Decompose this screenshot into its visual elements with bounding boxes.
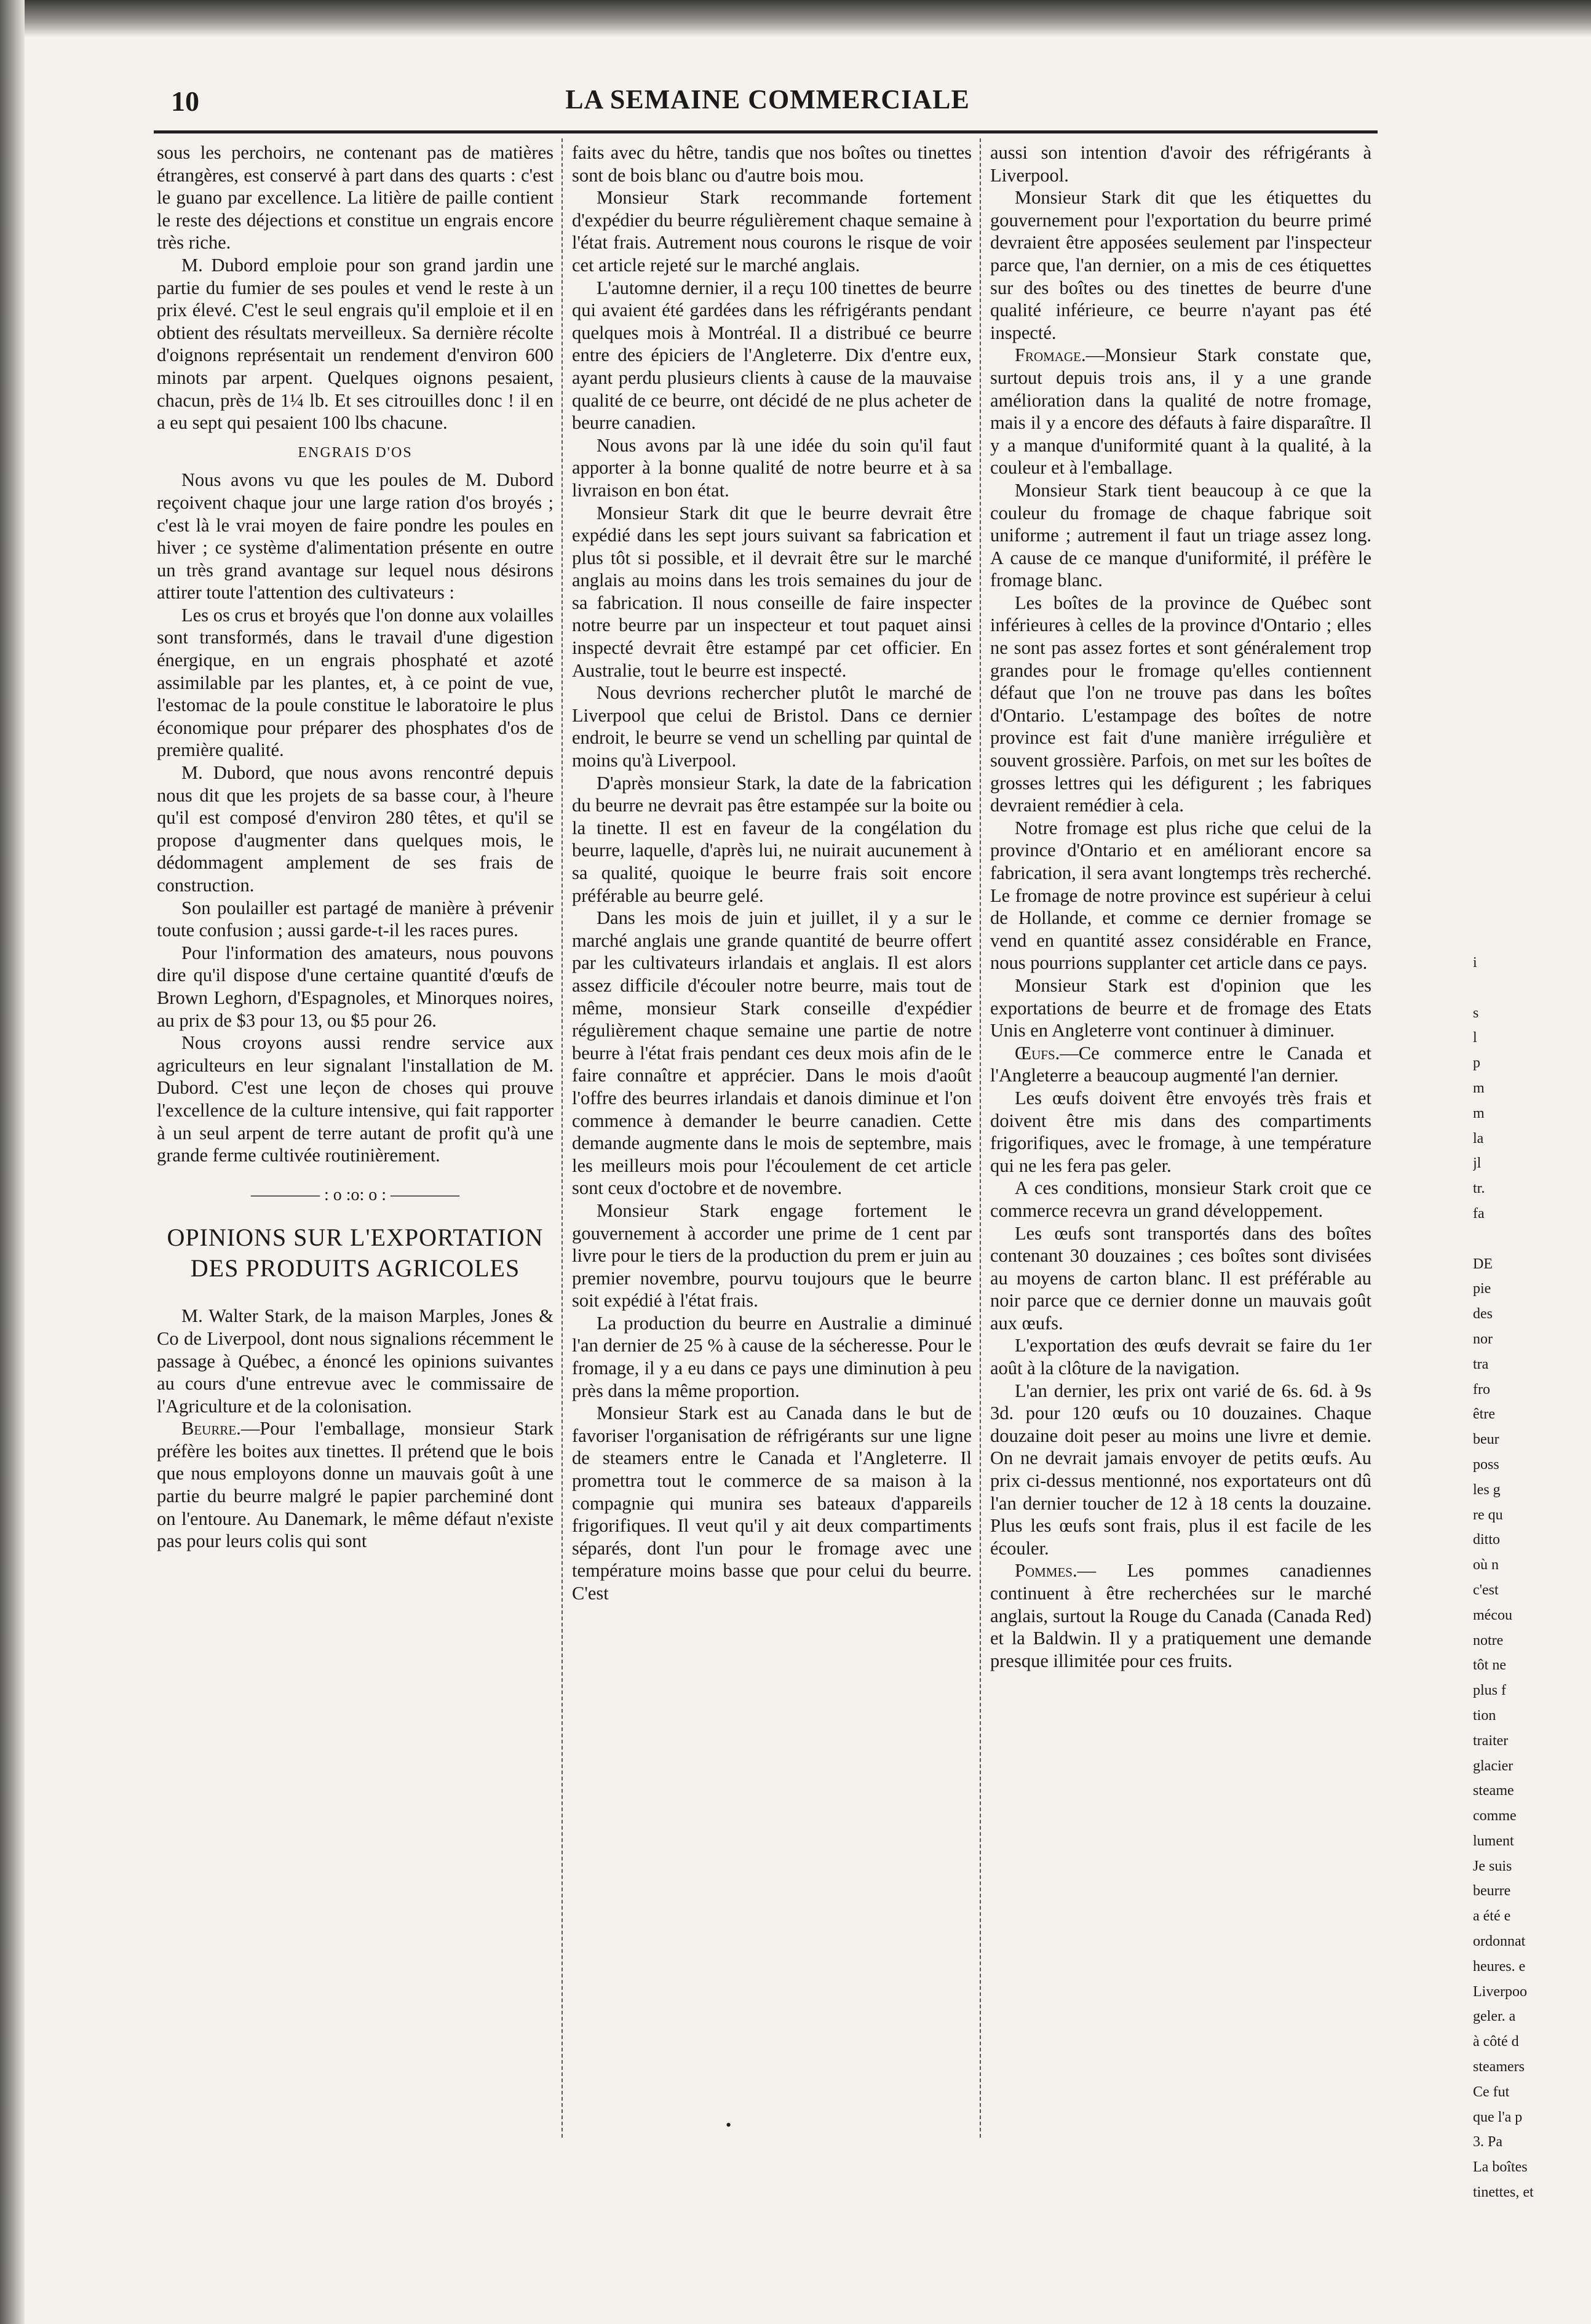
lead-word: Beurre. [181, 1418, 241, 1439]
edge-fragment-line: ordonnat [1473, 1933, 1526, 1950]
paragraph: Les œufs sont transportés dans des boîtes contenant 30 douzaines ; ces boîtes sont divisées au moyens de carton blanc. Il est préférable au noir parce que ce dernier donne un mauvais goût aux œufs. [990, 1222, 1371, 1334]
paragraph: Monsieur Stark dit que les étiquettes du gouvernement pour l'exportation du beurre primé devraient être apposées seulement par l'inspecteur parce que, l'an dernier, on a mis de ces étiquettes sur des boîtes ou des tinettes de beurre d'une qualité inférieure, ce beurre n'ayant pas été inspecté. [990, 187, 1371, 343]
paragraph: Monsieur Stark recommande fortement d'expédier du beurre régulièrement chaque semaine à l'état frais. Autrement nous courons le risque de voir cet article rejeté sur le marché anglais. [572, 187, 972, 276]
paragraph: Nous croyons aussi rendre service aux agriculteurs en leur signalant l'installation de M. Dubord. C'est une leçon de choses qui prouve l'excellence de la culture intensive, qui fait rapporter à un seul arpent de terre autant de profit qu'à une grande ferme cultivée routinièrement. [157, 1032, 553, 1166]
edge-fragment-line: tion [1473, 1707, 1496, 1724]
edge-fragment-line: pie [1473, 1281, 1491, 1297]
edge-fragment-line: tinettes, et [1473, 2184, 1534, 2201]
edge-fragment-line: tr. [1473, 1180, 1485, 1197]
paragraph: Monsieur Stark est d'opinion que les exportations de beurre et de fromage des Etats Unis en Angleterre vont continuer à diminuer. [990, 974, 1371, 1041]
page-top-shadow [0, 0, 1591, 37]
edge-fragment-line: m [1473, 1105, 1485, 1121]
paragraph: M. Dubord emploie pour son grand jardin une partie du fumier de ses poules et vend le reste à un prix élevé. C'est le seul engrais qu'il emploie et il en obtient des résultats merveilleux. Sa dernière récolte d'oignons représentait un rendement d'environ 600 minots par arpent. Quelques oignons pesaient, chacun, près de 1¼ lb. Et ses citrouilles donc ! il en a eu sept qui pesaient 100 lbs chacune. [157, 254, 553, 434]
edge-fragment-line: tra [1473, 1356, 1489, 1372]
paragraph: faits avec du hêtre, tandis que nos boîtes ou tinettes sont de bois blanc ou d'autre bois mou. [572, 142, 972, 186]
header-rule [154, 130, 1378, 133]
edge-fragment-line [1473, 976, 1591, 1001]
paragraph-text: —Pour l'emballage, monsieur Stark préfère les boites aux tinettes. Il prétend que le bois que nous employons donne un mauvais goût à une partie du beurre malgré le papier parcheminé dont on l'entoure. Au Danemark, le même défaut n'existe pas pour leurs colis qui sont [157, 1418, 553, 1552]
edge-fragment-line: les g [1473, 1481, 1501, 1498]
paragraph: Dans les mois de juin et juillet, il y a sur le marché anglais une grande quantité de beurre offert par les cultivateurs irlandais et anglais. Il est alors assez difficile d'écouler notre beurre, mais tout de même, monsieur Stark conseille d'expédier régulièrement chaque semaine une partie de notre beurre à l'état frais pendant ces deux mois afin de le faire connaître et apprécier. Dans le mois d'août l'offre des beurres irlandais et danois diminue et l'on commence à demander le beurre canadien. Cette demande augmente dans le mois de septembre, mais les meilleurs mois pour l'écoulement de cet article sont ceux d'octobre et de novembre. [572, 907, 972, 1199]
edge-fragment-line: être [1473, 1406, 1495, 1423]
edge-fragment-line: fa [1473, 1205, 1485, 1222]
edge-fragment-line: tôt ne [1473, 1657, 1506, 1674]
paragraph: L'exportation des œufs devrait se faire du 1er août à la clôture de la navigation. [990, 1335, 1371, 1379]
edge-fragment-line: poss [1473, 1456, 1499, 1473]
stray-mark: • [726, 2116, 732, 2134]
edge-fragment-line: comme [1473, 1808, 1517, 1825]
lead-word: Fromage. [1015, 344, 1086, 366]
edge-fragment-line: re qu [1473, 1506, 1503, 1523]
paragraph: Nous avons vu que les poules de M. Dubord reçoivent chaque jour une large ration d'os broyés ; c'est là le vrai moyen de faire pondre les poules en hiver ; ce système d'alimentation présente en outre un très grand avantage sur lequel nous désirons attirer toute l'attention des cultivateurs : [157, 469, 553, 603]
edge-fragment-line: geler. a [1473, 2008, 1516, 2025]
paragraph: D'après monsieur Stark, la date de la fabrication du beurre ne devrait pas être estampée sur la boite ou la tinette. Il est en faveur de la congélation du beurre, laquelle, d'après lui, ne nuirait aucunement à sa qualité, quoique le beurre frais soit encore préférable au beurre gelé. [572, 772, 972, 906]
running-title: LA SEMAINE COMMERCIALE [565, 84, 970, 114]
edge-fragment-line: s [1473, 1005, 1479, 1021]
edge-fragment-line: plus f [1473, 1682, 1506, 1699]
paragraph: La production du beurre en Australie a diminué l'an dernier de 25 % à cause de la sécheresse. Pour le fromage, il y a eu dans ce pays une diminution à peu près dans la même proportion. [572, 1312, 972, 1401]
paragraph: Nous avons par là une idée du soin qu'il faut apporter à la bonne qualité de notre beurre et à sa livraison en bon état. [572, 434, 972, 501]
paragraph: Les os crus et broyés que l'on donne aux volailles sont transformés, dans le travail d'une digestion énergique, en un engrais phosphaté et azoté assimilable par les plantes, et, à ce point de vue, l'estomac de la poule constitue le laboratoire le plus économique pour préparer des phosphates d'os de première qualité. [157, 604, 553, 761]
paragraph [990, 344, 1371, 479]
paragraph: Son poulailler est partagé de manière à prévenir toute confusion ; aussi garde-t-il les races pures. [157, 897, 553, 941]
edge-fragment-line: l [1473, 1030, 1477, 1046]
subheading: ENGRAIS D'OS [298, 444, 413, 461]
edge-fragment-line: steamers [1473, 2059, 1525, 2075]
paragraph-text: —Monsieur Stark constate que, surtout depuis trois ans, il y a une grande amélioration dans la qualité de notre fromage, mais il y a encore des défauts à faire disparaître. Il y a manque d'uniformité quant à la qualité, à la couleur et à l'emballage. [990, 344, 1371, 479]
paragraph: A ces conditions, monsieur Stark croit que ce commerce recevra un grand développement. [990, 1177, 1371, 1221]
edge-fragment-line: m [1473, 1080, 1485, 1096]
paragraph: M. Dubord, que nous avons rencontré depuis nous dit que les projets de sa basse cour, à l'heure qu'il est composé d'environ 280 têtes, et qu'il se propose d'augmenter dans quelques mois, le dédommagent amplement de ses frais de construction. [157, 762, 553, 896]
edge-fragment-line: heures. e [1473, 1958, 1526, 1975]
paragraph [157, 1417, 553, 1553]
edge-fragment-line: i [1473, 955, 1477, 971]
paragraph-text: —Ce commerce entre le Canada et l'Angleterre a beaucoup augmenté l'an dernier. [990, 1042, 1371, 1086]
paragraph: Monsieur Stark dit que le beurre devrait être expédié dans les sept jours suivant sa fabrication et plus tôt si possible, et il devrait être sur le marché anglais au moins dans les trois semaines du jour de sa fabrication. Il nous conseille de faire inspecter notre beurre par un inspecteur et tout paquet ainsi inspecté devrait être estampé par cet officier. En Australie, tout le beurre est inspecté. [572, 502, 972, 681]
edge-fragment-line: Je suis [1473, 1858, 1512, 1874]
edge-fragment-line: 3. Pa [1473, 2134, 1502, 2151]
column-rule [561, 138, 563, 2138]
edge-fragment-line: notre [1473, 1632, 1504, 1649]
paragraph: Nous devrions rechercher plutôt le marché de Liverpool que celui de Bristol. Dans ce dernier endroit, le beurre se vend un schelling par quintal de moins qu'à Liverpool. [572, 682, 972, 771]
paragraph: Monsieur Stark engage fortement le gouvernement à accorder une prime de 1 cent par livre pour le tiers de la production du prem er juin au premier novembre, pourvu toujours que le beurre soit expédié à l'état frais. [572, 1200, 972, 1311]
edge-fragment-line: a été e [1473, 1908, 1511, 1925]
edge-fragment-line: fro [1473, 1381, 1490, 1398]
paragraph: L'an dernier, les prix ont varié de 6s. 6d. à 9s 3d. pour 120 œufs ou 10 douzaines. Chaque douzaine doit peser au moins une livre et demie. On ne devrait jamais envoyer de petits œufs. Au prix ci-dessus mentionné, nos exportateurs ont dû l'an dernier toucher de 12 à 18 cents la douzaine. Plus les œufs sont frais, plus il est facile de les écouler. [990, 1380, 1371, 1559]
lead-word: Œufs. [1015, 1042, 1060, 1064]
edge-fragment-line: beurre [1473, 1883, 1511, 1900]
edge-fragment-line: steame [1473, 1783, 1514, 1799]
paragraph: Les boîtes de la province de Québec sont inférieures à celles de la province d'Ontario ; elles ne sont pas assez fortes et sont généralement trop grandes pour le fromage qu'elles contiennent défaut que l'on ne trouve pas dans les boîtes d'Ontario. L'estampage des boîtes de notre province est fait d'une manière irrégulière et souvent grossière. Parfois, on met sur les boîtes de grosses lettres qui les défigurent ; les fabriques devraient remédier à cela. [990, 592, 1371, 816]
paragraph: Pour l'information des amateurs, nous pouvons dire qu'il dispose d'une certaine quantité d'œufs de Brown Leghorn, d'Espagnoles, et Minorques noires, au prix de $3 pour 13, ou $5 pour 26. [157, 942, 553, 1031]
text-column-3 [990, 141, 1371, 1672]
paragraph-text: — Les pommes canadiennes continuent à être recherchées sur le marché anglais, surtout la Rouge du Canada (Canada Red) et la Baldwin. Il y a pratiquement une demande presque illimitée pour ces fruits. [990, 1560, 1371, 1671]
paragraph: sous les perchoirs, ne contenant pas de matières étrangères, est conservé à part dans des quarts : c'est le guano par excellence. La litière de paille contient le reste des déjections et constitue un engrais encore très riche. [157, 142, 553, 253]
column-rule [980, 138, 981, 2138]
paragraph: aussi son intention d'avoir des réfrigérants à Liverpool. [990, 142, 1371, 186]
edge-fragment-line: mécou [1473, 1607, 1512, 1623]
edge-fragment-line: p [1473, 1055, 1480, 1072]
paragraph: Notre fromage est plus riche que celui de la province d'Ontario et en améliorant encore sa fabrication, il sera avant longtemps très recherché. Le fromage de notre province est supérieur à celui de Hollande, et comme ce dernier fromage se vend en quantité assez considérable en France, nous pourrions supplanter cet article dans ce pays. [990, 817, 1371, 974]
edge-fragment-line: que l'a p [1473, 2109, 1523, 2125]
paragraph [990, 1559, 1371, 1672]
edge-fragment-line: des [1473, 1306, 1493, 1323]
edge-fragment-line: à côté d [1473, 2034, 1519, 2050]
edge-fragment-line: Liverpoo [1473, 1983, 1527, 2000]
edge-fragment-line: traiter [1473, 1732, 1509, 1749]
section-divider: ———— : o :o: o : ———— [250, 1185, 460, 1204]
text-column-1 [157, 141, 553, 1553]
edge-fragment-line: lument [1473, 1833, 1514, 1849]
edge-fragment-line: c'est [1473, 1582, 1499, 1598]
adjacent-page-fragment [1473, 950, 1591, 2205]
edge-fragment-line: Ce fut [1473, 2083, 1510, 2100]
paragraph [990, 1042, 1371, 1087]
lead-word: Pommes. [1015, 1560, 1077, 1582]
article-title: OPINIONS SUR L'EXPORTATION DES PRODUITS AGRICOLES [167, 1224, 544, 1283]
edge-fragment-line: beur [1473, 1431, 1499, 1448]
edge-fragment-line: jl [1473, 1155, 1482, 1172]
edge-fragment-line: glacier [1473, 1757, 1514, 1774]
edge-fragment-line: la [1473, 1130, 1484, 1147]
paragraph: Monsieur Stark tient beaucoup à ce que la couleur du fromage de chaque fabrique soit uniforme ; autrement il faut un triage assez long. A cause de ce manque d'uniformité, il préfère le fromage blanc. [990, 479, 1371, 591]
edge-fragment-line: où n [1473, 1557, 1499, 1574]
page-number: 10 [171, 86, 199, 117]
edge-fragment-line: ditto [1473, 1532, 1501, 1548]
edge-fragment-line: La boîtes [1473, 2159, 1528, 2176]
paragraph: Monsieur Stark est au Canada dans le but de favoriser l'organisation de réfrigérants sur une ligne de steamers entre le Canada et l'Angleterre. Il promettra tout le commerce de sa maison à la compagnie qui munira ses bateaux d'appareils frigorifiques. Il veut qu'il y ait deux compartiments séparés, dont l'un pour le fromage avec une température moins basse que pour celui du beurre. C'est [572, 1403, 972, 1604]
paragraph: M. Walter Stark, de la maison Marples, Jones & Co de Liverpool, dont nous signalions récemment le passage à Québec, a énoncé les opinions suivantes au cours d'une entrevue avec le commissaire de l'Agriculture et de la colonisation. [157, 1305, 553, 1417]
edge-fragment-line [1473, 1227, 1591, 1252]
edge-fragment-line: nor [1473, 1331, 1493, 1347]
page-header [165, 80, 1370, 123]
page-left-shadow [0, 0, 25, 2324]
paragraph: Les œufs doivent être envoyés très frais et doivent être mis dans des compartiments frigorifiques, avec le fromage, à une température qui ne les fera pas geler. [990, 1087, 1371, 1176]
text-column-2 [572, 141, 972, 1605]
edge-fragment-line: DE [1473, 1256, 1493, 1272]
paragraph: L'automne dernier, il a reçu 100 tinettes de beurre qui avaient été gardées dans les réfrigérants pendant quelques mois à Montréal. Il a distribué ce beurre entre des épiciers de l'Angleterre. Dix d'entre eux, ayant perdu plusieurs clients à cause de la mauvaise qualité de ce beurre, ont décidé de ne plus acheter de beurre canadien. [572, 277, 972, 434]
